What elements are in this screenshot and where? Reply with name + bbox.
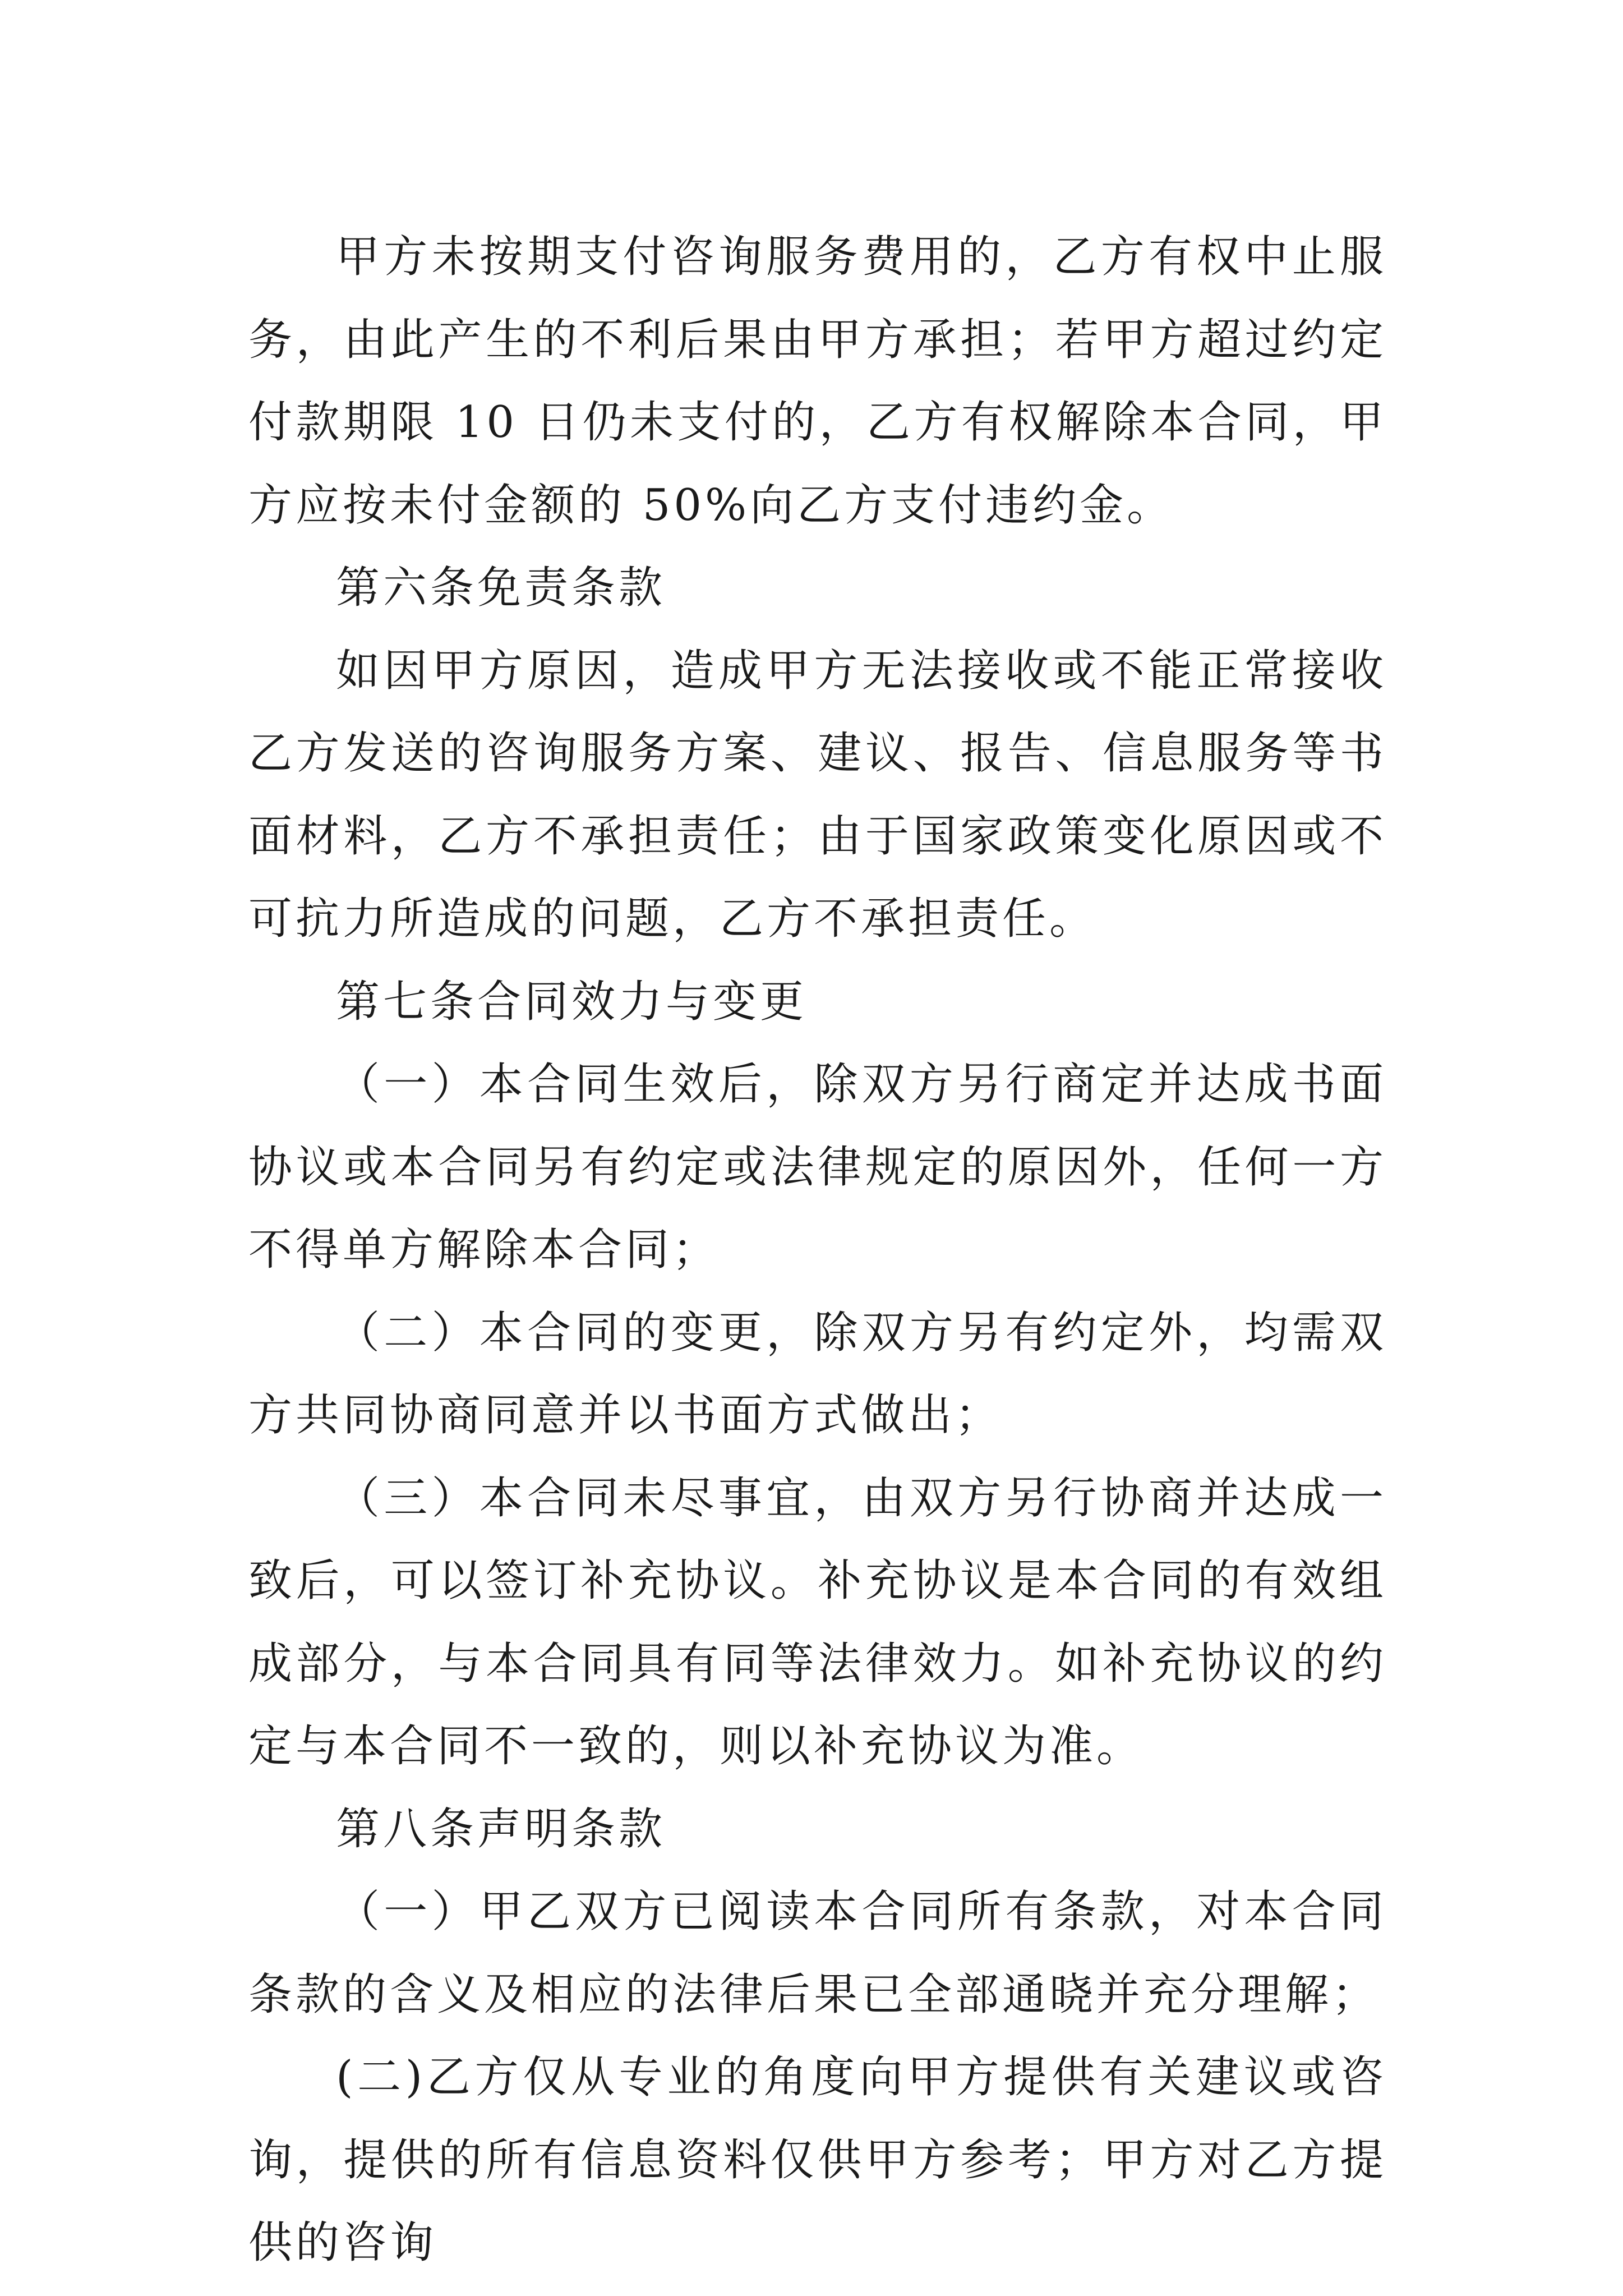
paragraph-8-2: (二)乙方仅从专业的角度向甲方提供有关建议或咨询，提供的所有信息资料仅供甲方参考；甲方对乙方提供的咨询 [248,2052,1387,2268]
heading-article-8: 第八条声明条款 [336,1803,666,1855]
document-body [248,216,1387,2285]
heading-article-6: 第六条免责条款 [336,563,666,613]
paragraph-payment-breach: 甲方未按期支付咨询服务费用的，乙方有权中止服务，由此产生的不利后果由甲方承担；若甲方超过约定付款期限 10 日仍未支付的，乙方有权解除本合同，甲方应按未付金额的 50%向乙方支付违约金。 [248,232,1387,531]
heading-article-7: 第七条合同效力与变更 [336,976,808,1027]
paragraph-7-3: （三）本合同未尽事宜，由双方另行协商并达成一致后，可以签订补充协议。补充协议是本合同的有效组成部分，与本合同具有同等法律效力。如补充协议的约定与本合同不一致的，则以补充协议为准。 [248,1473,1387,1772]
paragraph-disclaimer: 如因甲方原因，造成甲方无法接收或不能正常接收乙方发送的咨询服务方案、建议、报告、信息服务等书面材料，乙方不承担责任；由于国家政策变化原因或不可抗力所造成的问题，乙方不承担责任。 [248,645,1387,944]
paragraph-7-2: （二）本合同的变更，除双方另有约定外，均需双方共同协商同意并以书面方式做出； [248,1307,1387,1441]
paragraph-7-1: （一）本合同生效后，除双方另行商定并达成书面协议或本合同另有约定或法律规定的原因外，任何一方不得单方解除本合同； [248,1059,1387,1275]
paragraph-8-1: （一）甲乙双方已阅读本合同所有条款，对本合同条款的含义及相应的法律后果已全部通晓并充分理解； [248,1887,1387,2020]
